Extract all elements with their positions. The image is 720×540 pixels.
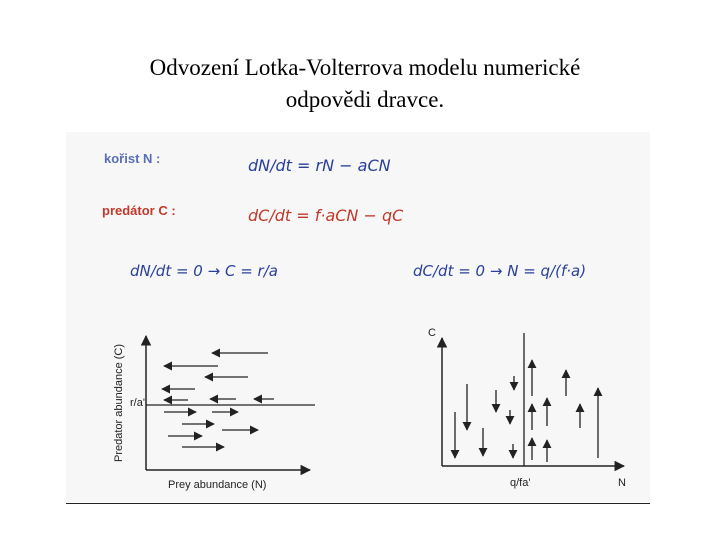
title-line-1: Odvození Lotka-Volterrova modelu numerické — [149, 55, 581, 80]
left-arrows — [162, 353, 274, 447]
title-line-2: odpovědi dravce. — [285, 87, 445, 112]
left-phase-plot — [113, 336, 315, 491]
predator-equilibrium: dC/dt = 0 → N = q/(f·a) — [413, 262, 587, 280]
right-tick-label: q/fa' — [510, 477, 531, 489]
right-x-label: N — [618, 477, 626, 489]
left-x-label: Prey abundance (N) — [168, 479, 267, 491]
predator-equation: dC/dt = f·aCN − qC — [248, 206, 404, 225]
left-y-label: Predator abundance (C) — [113, 343, 125, 462]
prey-label: kořist N : — [104, 151, 161, 166]
right-phase-plot — [428, 327, 626, 489]
figure-bottom-rule — [66, 503, 650, 504]
prey-equilibrium: dN/dt = 0 → C = r/a — [130, 262, 278, 280]
right-y-label: C — [428, 327, 436, 339]
predator-label: predátor C : — [102, 203, 176, 218]
left-tick-label: r/a' — [130, 397, 145, 409]
right-arrows — [455, 360, 598, 462]
prey-equation: dN/dt = rN − aCN — [248, 156, 391, 175]
